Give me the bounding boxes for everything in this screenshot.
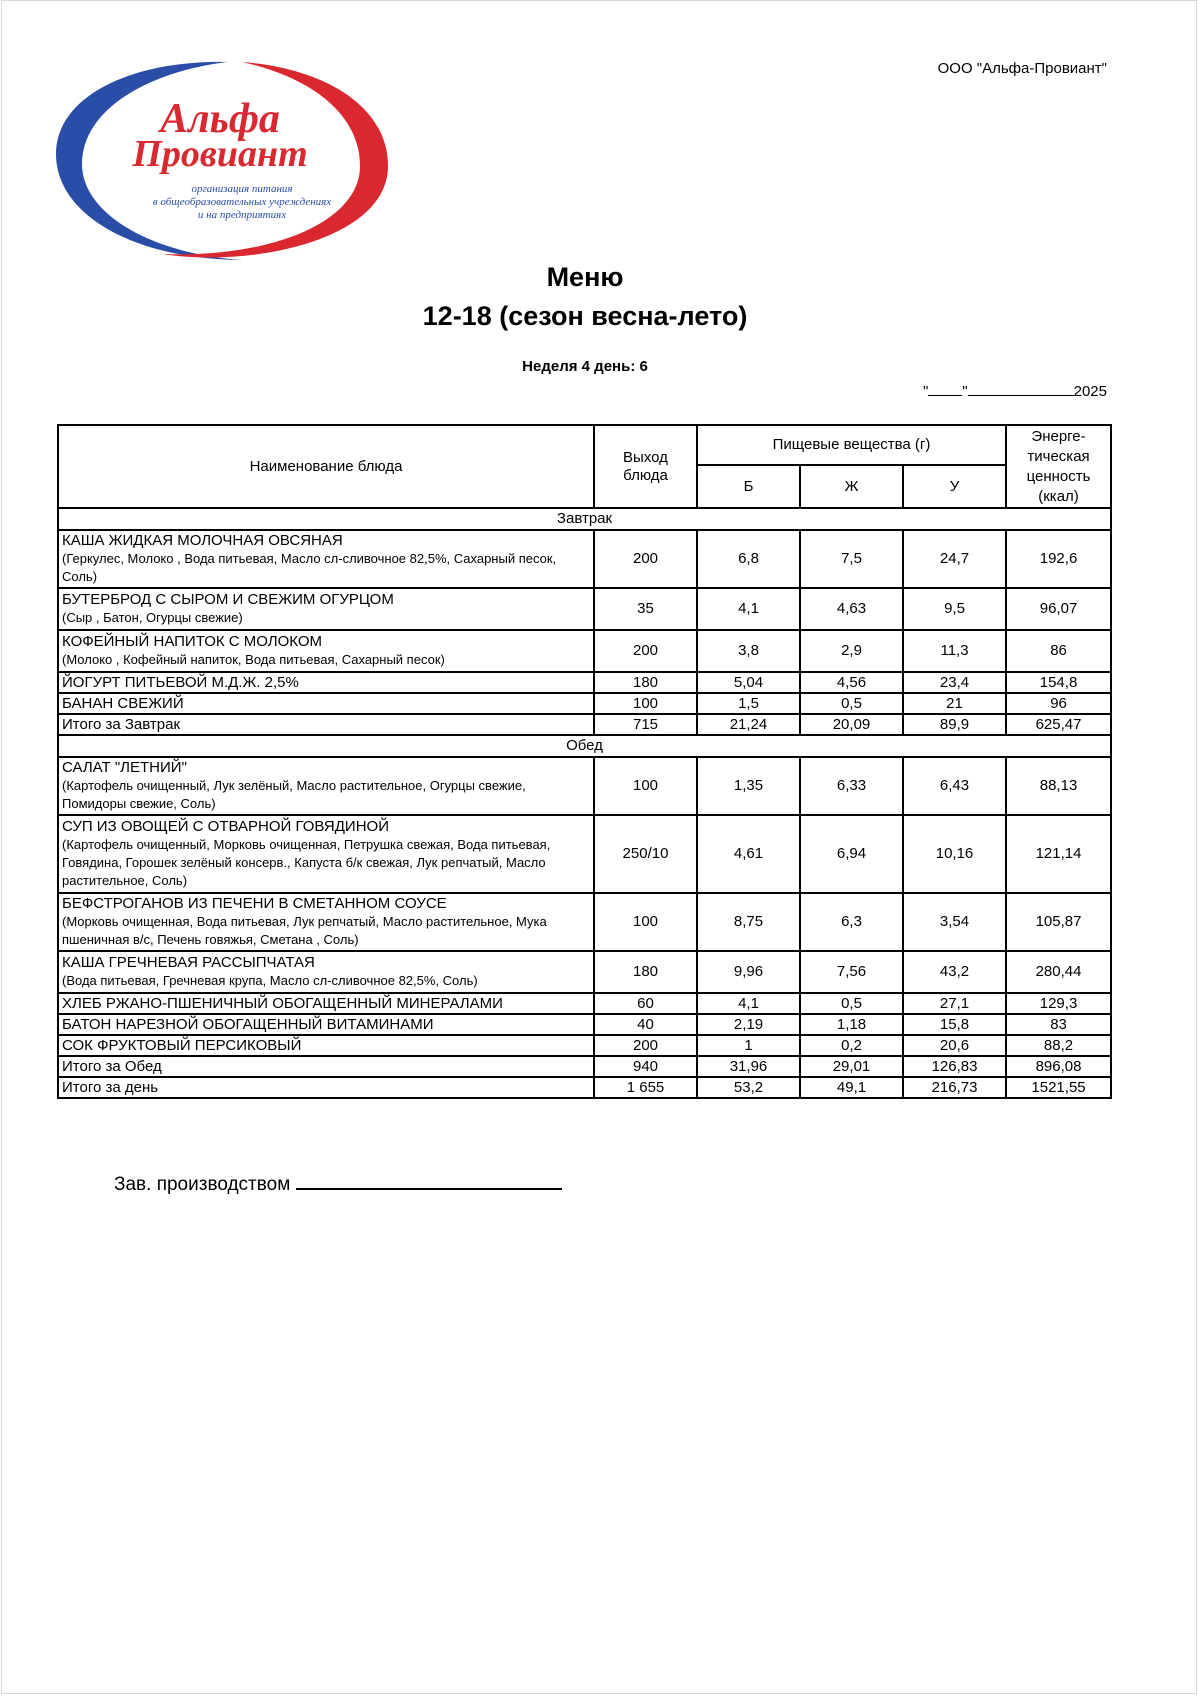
table-row xyxy=(58,672,1111,693)
menu-table xyxy=(57,424,1112,1099)
table-row xyxy=(58,951,1111,993)
header-energy-line4: (ккал) xyxy=(1038,487,1079,505)
total-fat: 20,09 xyxy=(800,714,903,735)
total-row-breakfast xyxy=(58,714,1111,735)
table-row xyxy=(58,893,1111,951)
date-day-blank xyxy=(928,381,962,396)
date-field xyxy=(923,381,1107,400)
dish-kcal: 280,44 xyxy=(1006,951,1111,993)
signature-line xyxy=(296,1170,562,1190)
dish-fat: 0,5 xyxy=(800,993,903,1014)
total-kcal: 896,08 xyxy=(1006,1056,1111,1077)
dish-kcal: 88,2 xyxy=(1006,1035,1111,1056)
page-title: Меню xyxy=(546,262,624,292)
total-fat: 29,01 xyxy=(800,1056,903,1077)
dish-carbs: 20,6 xyxy=(903,1035,1006,1056)
dish-output: 180 xyxy=(594,951,697,993)
dish-protein: 5,04 xyxy=(697,672,800,693)
table-row xyxy=(58,588,1111,630)
header-carbs: У xyxy=(903,465,1006,508)
table-row xyxy=(58,1035,1111,1056)
signature-label: Зав. производством xyxy=(114,1174,291,1195)
date-quote-close: " xyxy=(962,383,968,400)
dish-kcal: 192,6 xyxy=(1006,530,1111,588)
dish-kcal: 96,07 xyxy=(1006,588,1111,630)
header-energy-line1: Энерге- xyxy=(1031,427,1086,445)
logo-name-line1: Альфа xyxy=(160,96,280,142)
table-row xyxy=(58,815,1111,893)
header-dish-name: Наименование блюда xyxy=(58,425,594,508)
total-carbs: 216,73 xyxy=(903,1077,1006,1098)
section-lunch-label: Обед xyxy=(58,735,1111,757)
dish-name: ХЛЕБ РЖАНО-ПШЕНИЧНЫЙ ОБОГАЩЕННЫЙ МИНЕРАЛАМИ xyxy=(58,993,594,1014)
total-output: 1 655 xyxy=(594,1077,697,1098)
dish-ingredients: (Вода питьевая, Гречневая крупа, Масло сл-сливочное 82,5%, Соль) xyxy=(62,973,478,988)
total-carbs: 89,9 xyxy=(903,714,1006,735)
dish-protein: 2,19 xyxy=(697,1014,800,1035)
dish-protein: 1 xyxy=(697,1035,800,1056)
dish-fat: 6,94 xyxy=(800,815,903,893)
dish-cell xyxy=(58,588,594,630)
total-row-lunch xyxy=(58,1056,1111,1077)
dish-output: 250/10 xyxy=(594,815,697,893)
dish-name: САЛАТ "ЛЕТНИЙ" xyxy=(62,759,187,776)
dish-kcal: 129,3 xyxy=(1006,993,1111,1014)
dish-name: БЕФСТРОГАНОВ ИЗ ПЕЧЕНИ В СМЕТАННОМ СОУСЕ xyxy=(62,895,447,912)
dish-ingredients: (Картофель очищенный, Морковь очищенная, Петрушка свежая, Вода питьевая, Говядина, Горошек зелёный консерв., Капуста б/к свежая, Лук репчатый, Масло растительное, Соль) xyxy=(62,837,551,888)
header-output-line1: Выход xyxy=(623,448,668,466)
dish-fat: 0,2 xyxy=(800,1035,903,1056)
dish-kcal: 88,13 xyxy=(1006,757,1111,815)
dish-name: КОФЕЙНЫЙ НАПИТОК С МОЛОКОМ xyxy=(62,633,323,650)
dish-ingredients: (Молоко , Кофейный напиток, Вода питьевая, Сахарный песок) xyxy=(62,652,445,667)
dish-protein: 4,1 xyxy=(697,993,800,1014)
section-breakfast xyxy=(58,508,1111,530)
dish-cell xyxy=(58,951,594,993)
total-protein: 21,24 xyxy=(697,714,800,735)
table-row xyxy=(58,530,1111,588)
dish-kcal: 86 xyxy=(1006,630,1111,672)
dish-protein: 1,5 xyxy=(697,693,800,714)
total-output: 940 xyxy=(594,1056,697,1077)
dish-output: 60 xyxy=(594,993,697,1014)
total-label: Итого за Завтрак xyxy=(58,714,594,735)
dish-ingredients: (Геркулес, Молоко , Вода питьевая, Масло сл-сливочное 82,5%, Сахарный песок, Соль) xyxy=(62,551,557,584)
dish-fat: 4,56 xyxy=(800,672,903,693)
total-label: Итого за день xyxy=(58,1077,594,1098)
dish-ingredients: (Морковь очищенная, Вода питьевая, Лук репчатый, Масло растительное, Мука пшеничная в/с, Печень говяжья, Сметана , Соль) xyxy=(62,914,547,947)
dish-name: ЙОГУРТ ПИТЬЕВОЙ М.Д.Ж. 2,5% xyxy=(58,672,594,693)
dish-output: 100 xyxy=(594,693,697,714)
dish-carbs: 10,16 xyxy=(903,815,1006,893)
dish-kcal: 154,8 xyxy=(1006,672,1111,693)
dish-name: БАНАН СВЕЖИЙ xyxy=(58,693,594,714)
page-subtitle: 12-18 (сезон весна-лето) xyxy=(422,301,748,331)
date-quote-open: " xyxy=(922,383,929,400)
logo-tagline-3: и на предприятиях xyxy=(197,209,287,221)
total-row-day xyxy=(58,1077,1111,1098)
header-output-line2: блюда xyxy=(623,466,668,484)
dish-protein: 8,75 xyxy=(697,893,800,951)
table-row xyxy=(58,630,1111,672)
company-logo xyxy=(52,54,392,264)
dish-name: КАША ЖИДКАЯ МОЛОЧНАЯ ОВСЯНАЯ xyxy=(62,532,343,549)
dish-name: КАША ГРЕЧНЕВАЯ РАССЫПЧАТАЯ xyxy=(62,954,315,971)
header-protein: Б xyxy=(697,465,800,508)
dish-carbs: 23,4 xyxy=(903,672,1006,693)
dish-fat: 7,5 xyxy=(800,530,903,588)
dish-kcal: 83 xyxy=(1006,1014,1111,1035)
total-protein: 53,2 xyxy=(697,1077,800,1098)
dish-carbs: 15,8 xyxy=(903,1014,1006,1035)
dish-protein: 6,8 xyxy=(697,530,800,588)
dish-cell xyxy=(58,815,594,893)
header-fat: Ж xyxy=(800,465,903,508)
dish-carbs: 11,3 xyxy=(903,630,1006,672)
header-energy xyxy=(1006,425,1111,508)
total-fat: 49,1 xyxy=(800,1077,903,1098)
total-kcal: 625,47 xyxy=(1006,714,1111,735)
dish-fat: 1,18 xyxy=(800,1014,903,1035)
dish-carbs: 3,54 xyxy=(903,893,1006,951)
dish-carbs: 43,2 xyxy=(903,951,1006,993)
total-label: Итого за Обед xyxy=(58,1056,594,1077)
dish-protein: 9,96 xyxy=(697,951,800,993)
dish-carbs: 6,43 xyxy=(903,757,1006,815)
dish-carbs: 24,7 xyxy=(903,530,1006,588)
dish-fat: 4,63 xyxy=(800,588,903,630)
dish-protein: 4,1 xyxy=(697,588,800,630)
dish-output: 35 xyxy=(594,588,697,630)
dish-output: 200 xyxy=(594,630,697,672)
logo-tagline-2: в общеобразовательных учреждениях xyxy=(152,196,332,208)
table-row xyxy=(58,993,1111,1014)
dish-output: 180 xyxy=(594,672,697,693)
table-row xyxy=(58,1014,1111,1035)
dish-protein: 3,8 xyxy=(697,630,800,672)
dish-ingredients: (Картофель очищенный, Лук зелёный, Масло растительное, Огурцы свежие, Помидоры свежие, Соль) xyxy=(62,778,526,811)
logo-name-line2: Провиант xyxy=(132,133,308,175)
signature-block xyxy=(114,1170,562,1196)
dish-output: 200 xyxy=(594,530,697,588)
dish-cell xyxy=(58,757,594,815)
header-output xyxy=(594,425,697,508)
logo-tagline-1: организация питания xyxy=(191,183,293,195)
dish-name: СУП ИЗ ОВОЩЕЙ С ОТВАРНОЙ ГОВЯДИНОЙ xyxy=(62,818,389,835)
dish-output: 100 xyxy=(594,757,697,815)
dish-fat: 6,3 xyxy=(800,893,903,951)
dish-output: 200 xyxy=(594,1035,697,1056)
dish-cell xyxy=(58,893,594,951)
week-day-label: Неделя 4 день: 6 xyxy=(522,358,648,375)
table-row xyxy=(58,757,1111,815)
table-row xyxy=(58,693,1111,714)
dish-name: СОК ФРУКТОВЫЙ ПЕРСИКОВЫЙ xyxy=(58,1035,594,1056)
dish-name: БАТОН НАРЕЗНОЙ ОБОГАЩЕННЫЙ ВИТАМИНАМИ xyxy=(58,1014,594,1035)
dish-fat: 7,56 xyxy=(800,951,903,993)
header-energy-line3: ценность xyxy=(1026,467,1091,485)
dish-carbs: 21 xyxy=(903,693,1006,714)
dish-output: 100 xyxy=(594,893,697,951)
dish-fat: 0,5 xyxy=(800,693,903,714)
dish-kcal: 96 xyxy=(1006,693,1111,714)
dish-name: БУТЕРБРОД С СЫРОМ И СВЕЖИМ ОГУРЦОМ xyxy=(62,591,394,608)
dish-fat: 2,9 xyxy=(800,630,903,672)
date-month-blank xyxy=(968,381,1074,396)
dish-kcal: 121,14 xyxy=(1006,815,1111,893)
header-energy-line2: тическая xyxy=(1027,447,1090,465)
total-kcal: 1521,55 xyxy=(1006,1077,1111,1098)
total-output: 715 xyxy=(594,714,697,735)
dish-kcal: 105,87 xyxy=(1006,893,1111,951)
section-breakfast-label: Завтрак xyxy=(58,508,1111,530)
dish-protein: 4,61 xyxy=(697,815,800,893)
dish-cell xyxy=(58,530,594,588)
dish-protein: 1,35 xyxy=(697,757,800,815)
dish-ingredients: (Сыр , Батон, Огурцы свежие) xyxy=(62,610,243,625)
company-name: ООО "Альфа-Провиант" xyxy=(937,60,1107,77)
dish-carbs: 9,5 xyxy=(903,588,1006,630)
section-lunch xyxy=(58,735,1111,757)
dish-carbs: 27,1 xyxy=(903,993,1006,1014)
total-protein: 31,96 xyxy=(697,1056,800,1077)
dish-cell xyxy=(58,630,594,672)
dish-fat: 6,33 xyxy=(800,757,903,815)
date-year: 2025 xyxy=(1073,383,1107,400)
total-carbs: 126,83 xyxy=(903,1056,1006,1077)
header-nutrients: Пищевые вещества (г) xyxy=(697,425,1006,465)
dish-output: 40 xyxy=(594,1014,697,1035)
